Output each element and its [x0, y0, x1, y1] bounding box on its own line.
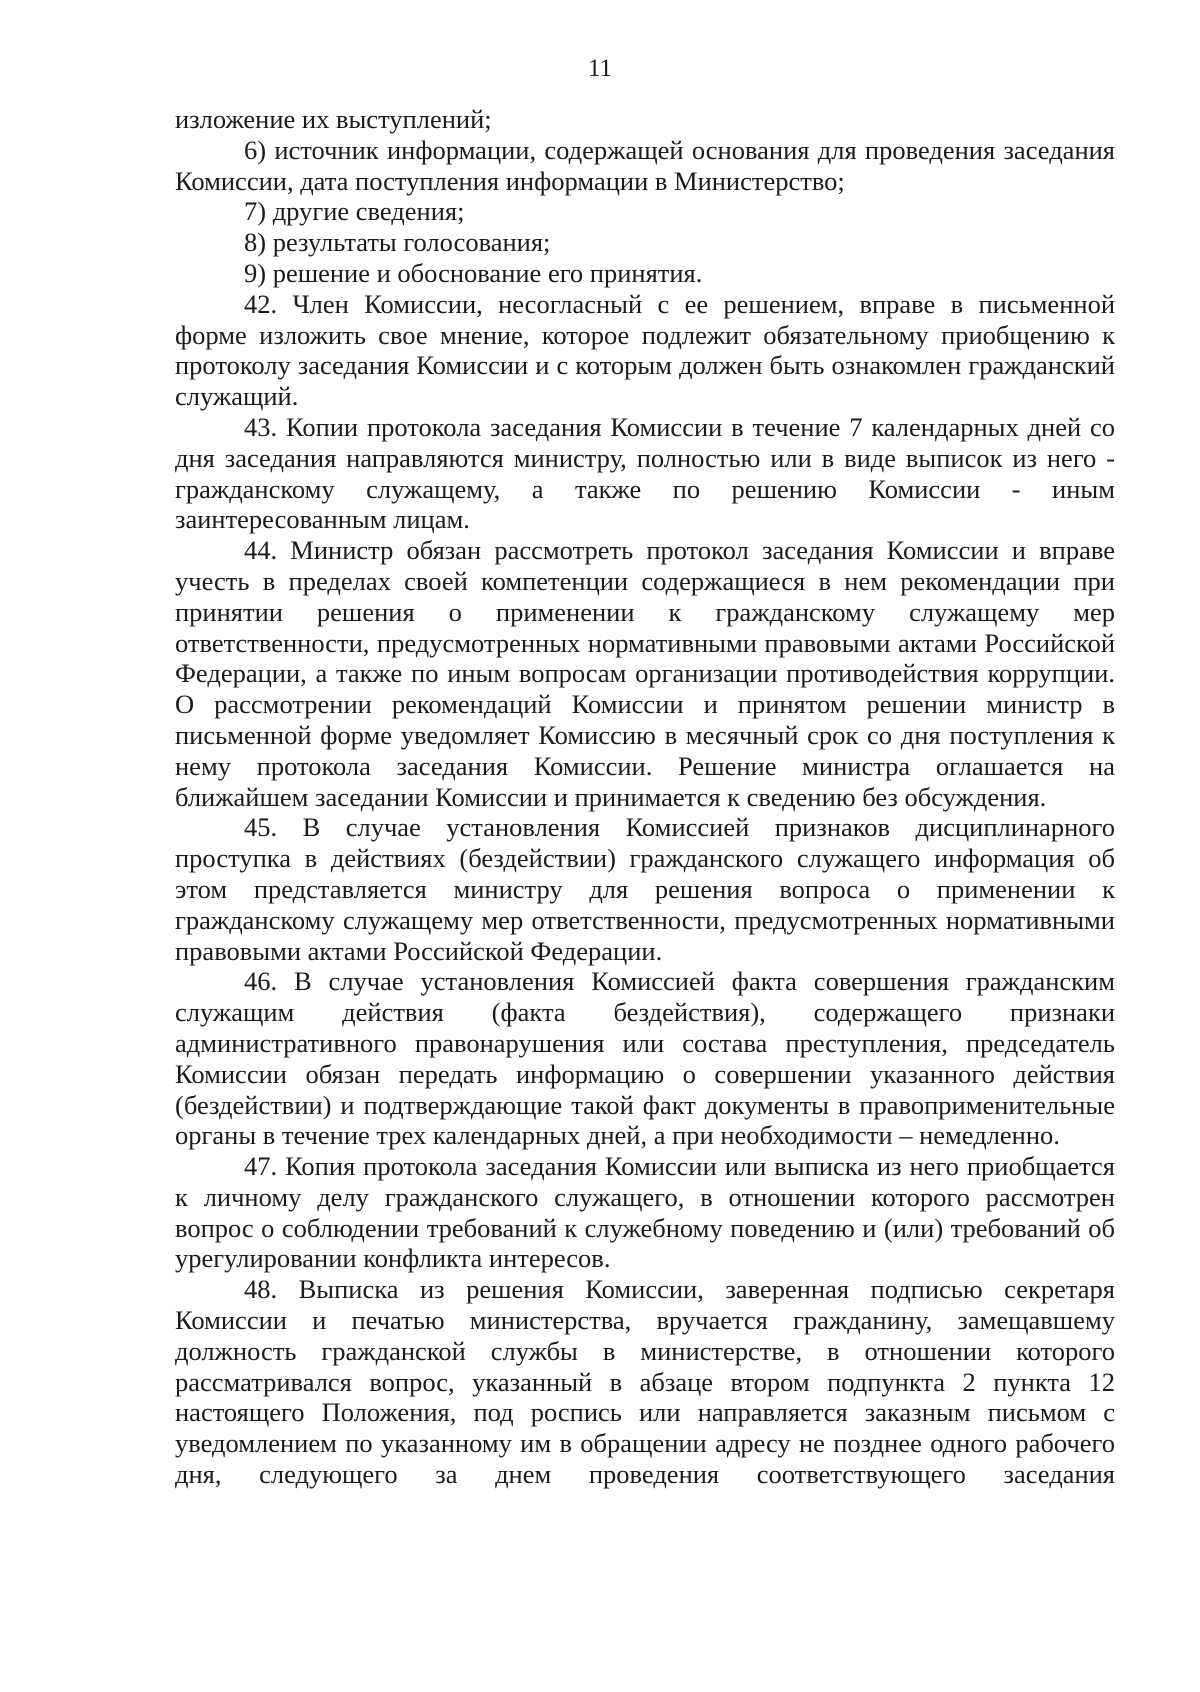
paragraph-clause-47: 47. Копия протокола заседания Комиссии или выписка из него приобщается к личному делу гражданского служащего, в отношении которого рассмотрен вопрос о соблюдении требований к служебному поведению и (или) требований об урегулировании конфликта интересов. [175, 1151, 1115, 1274]
document-body [175, 104, 1115, 1490]
paragraph-item-9: 9) решение и обоснование его принятия. [244, 257, 703, 288]
paragraph-continuation: изложение их выступлений; [175, 104, 492, 134]
paragraph-item-8: 8) результаты голосования; [244, 227, 551, 258]
page-number: 11 [587, 55, 613, 82]
paragraph-clause-44: 44. Министр обязан рассмотреть протокол заседания Комиссии и вправе учесть в пределах своей компетенции содержащиеся в нем рекомендации при принятии решения о применении к гражданскому служащему мер ответственности, предусмотренных нормативными правовыми актами Российской Федерации, а также по иным вопросам организации противодействия коррупции. О рассмотрении рекомендаций Комиссии и принятом решении министр в письменной форме уведомляет Комиссию в месячный срок со дня поступления к нему протокола заседания Комиссии. Решение министра оглашается на ближайшем заседании Комиссии и принимается к сведению без обсуждения. [175, 535, 1115, 812]
paragraph-clause-42: 42. Член Комиссии, несогласный с ее решением, вправе в письменной форме изложить свое мнение, которое подлежит обязательному приобщению к протоколу заседания Комиссии и с которым должен быть ознакомлен гражданский служащий. [175, 288, 1115, 412]
paragraph-clause-48: 48. Выписка из решения Комиссии, заверенная подписью секретаря Комиссии и печатью министерства, вручается гражданину, замещавшему должность гражданской службы в министерстве, в отношении которого рассматривался вопрос, указанный в абзаце втором подпункта 2 пункта 12 настоящего Положения, под роспись или направляется заказным письмом с уведомлением по указанному им в обращении адресу не позднее одного рабочего дня, следующего за днем проведения соответствующего заседания [175, 1274, 1115, 1490]
paragraph-item-6: 6) источник информации, содержащей основания для проведения заседания Комиссии, дата поступления информации в Министерство; [175, 134, 1115, 196]
paragraph-item-7: 7) другие сведения; [244, 196, 465, 227]
paragraph-clause-43: 43. Копии протокола заседания Комиссии в течение 7 календарных дней со дня заседания направляются министру, полностью или в виде выписок из него - гражданскому служащему, а также по решению Комиссии - иным заинтересованным лицам. [175, 411, 1115, 535]
paragraph-clause-45: 45. В случае установления Комиссией признаков дисциплинарного проступка в действиях (бездействии) гражданского служащего информация об этом представляется министру для решения вопроса о применении к гражданскому служащему мер ответственности, предусмотренных нормативными правовыми актами Российской Федерации. [175, 812, 1115, 966]
paragraph-clause-46: 46. В случае установления Комиссией факта совершения гражданским служащим действия (факта бездействия), содержащего признаки административного правонарушения или состава преступления, председатель Комиссии обязан передать информацию о совершении указанного действия (бездействии) и подтверждающие такой факт документы в правоприменительные органы в течение трех календарных дней, а при необходимости – немедленно. [175, 966, 1115, 1151]
